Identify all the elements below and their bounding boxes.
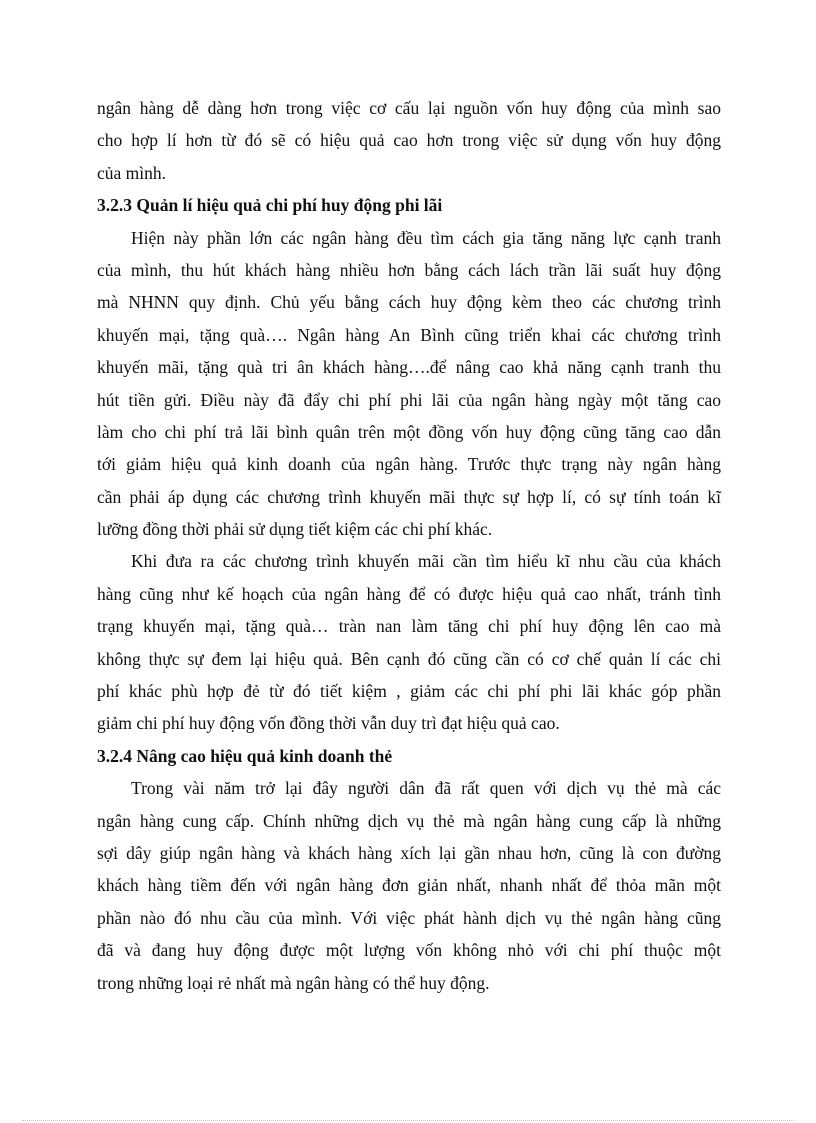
text-line: trạng khuyến mại, tặng quà… tràn nan làm tăng chi phí huy động lên cao mà: [97, 616, 721, 637]
text-line: khuyến mãi, tặng quà tri ân khách hàng….để nâng cao khả năng cạnh tranh thu: [97, 357, 721, 378]
text-line: khách hàng tiềm đến với ngân hàng đơn giản nhất, nhanh nhất để thỏa mãn một: [97, 875, 721, 896]
text-line: hút tiền gửi. Điều này đã đẩy chi phí phi lãi của ngân hàng ngày một tăng cao: [97, 389, 721, 410]
section-heading-3-2-4: 3.2.4 Nâng cao hiệu quả kinh doanh thẻ: [97, 745, 393, 766]
text-line: cần phải áp dụng các chương trình khuyến mãi thực sự hợp lí, có sự tính toán kĩ: [97, 486, 721, 507]
paragraph-3-2-3-first: [97, 222, 721, 546]
text-line: không thực sự đem lại hiệu quả. Bên cạnh đó cũng cần có cơ chế quản lí các chi: [97, 648, 721, 669]
text-line: Hiện này phần lớn các ngân hàng đều tìm cách gia tăng năng lực cạnh tranh: [131, 227, 721, 248]
text-line: Trong vài năm trở lại đây người dân đã rất quen với dịch vụ thẻ mà các: [131, 778, 721, 799]
text-line: cho hợp lí hơn từ đó sẽ có hiệu quả cao hơn trong việc sử dụng vốn huy động: [97, 130, 721, 151]
text-line: ngân hàng dễ dàng hơn trong việc cơ cấu lại nguồn vốn huy động của mình sao: [97, 98, 721, 118]
text-line: trong những loại rẻ nhất mà ngân hàng có thể huy động.: [97, 972, 490, 993]
text-line: tới giảm hiệu quả kinh doanh của ngân hàng. Trước thực trạng này ngân hàng: [97, 454, 721, 475]
text-line: hàng cũng như kế hoạch của ngân hàng để có được hiệu quả cao nhất, tránh tình: [97, 583, 721, 604]
paragraph-3-2-3-second: [97, 545, 721, 739]
text-line: đã và đang huy động được một lượng vốn không nhỏ với chi phí thuộc một: [97, 940, 721, 961]
page-bottom-divider: [22, 1120, 794, 1121]
text-line: giảm chi phí huy động vốn đồng thời vẫn duy trì đạt hiệu quả cao.: [97, 713, 560, 734]
text-line: ngân hàng cung cấp. Chính những dịch vụ thẻ mà ngân hàng cung cấp là những: [97, 810, 721, 831]
paragraph-3-2-4-first: [97, 772, 721, 999]
text-line: làm cho chi phí trả lãi bình quân trên một đồng vốn huy động cũng tăng cao dẫn: [97, 421, 721, 442]
text-line: của mình, thu hút khách hàng nhiều hơn bằng cách lách trần lãi suất huy động: [97, 259, 721, 280]
text-line: sợi dây giúp ngân hàng và khách hàng xích lại gần nhau hơn, cũng là con đường: [97, 842, 721, 863]
section-heading-3-2-3: 3.2.3 Quản lí hiệu quả chi phí huy động phi lãi: [97, 195, 443, 216]
text-line: của mình.: [97, 162, 167, 183]
text-line: mà NHNN quy định. Chủ yếu bằng cách huy động kèm theo các chương trình: [97, 292, 721, 313]
paragraph-intro: [97, 92, 721, 189]
text-line: lưỡng đồng thời phải sử dụng tiết kiệm các chi phí khác.: [97, 519, 493, 540]
text-line: phần nào đó nhu cầu của mình. Với việc phát hành dịch vụ thẻ ngân hàng cũng: [97, 907, 721, 928]
document-page: [97, 92, 721, 999]
text-line: Khi đưa ra các chương trình khuyến mãi cần tìm hiểu kĩ nhu cầu của khách: [131, 551, 721, 572]
text-line: khuyến mại, tặng quà…. Ngân hàng An Bình cũng triển khai các chương trình: [97, 324, 721, 345]
text-line: phí khác phù hợp đẻ từ đó tiết kiệm , giảm các chi phí phi lãi khác góp phần: [97, 681, 721, 702]
